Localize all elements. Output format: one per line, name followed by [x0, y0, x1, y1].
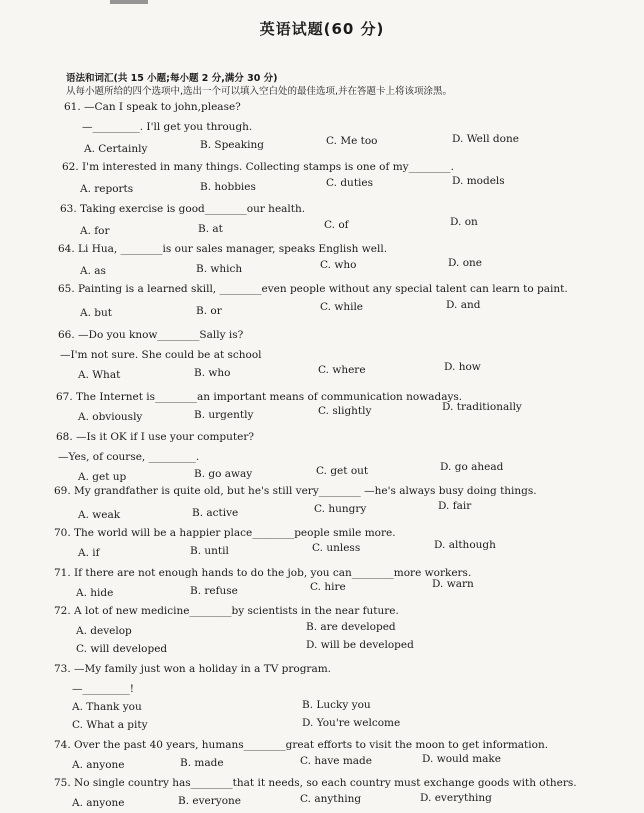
answer-option-d: D. models: [452, 175, 505, 187]
answer-option-d: D. and: [446, 299, 481, 311]
question-response-line: —_________!: [72, 683, 134, 695]
answer-option-a: A. get up: [78, 471, 127, 483]
question-stem: 62. I'm interested in many things. Collecting stamps is one of my________.: [62, 161, 454, 173]
answer-option-d: D. how: [444, 361, 481, 373]
answer-option-c: C. of: [324, 219, 349, 231]
question-stem: 71. If there are not enough hands to do the job, you can________more workers.: [54, 567, 472, 579]
answer-option-b: B. Speaking: [200, 139, 264, 151]
answer-option-a: A. What: [78, 369, 121, 381]
answer-option-a: A. Certainly: [84, 143, 148, 155]
answer-option-c: C. Me too: [326, 135, 378, 147]
answer-option-a: A. reports: [80, 183, 134, 195]
answer-option-d: D. You're welcome: [302, 717, 401, 729]
answer-option-d: D. fair: [438, 500, 472, 512]
answer-option-b: B. hobbies: [200, 181, 256, 193]
answer-option-a: A. but: [80, 307, 112, 319]
answer-option-a: A. Thank you: [72, 701, 142, 713]
answer-option-b: B. are developed: [306, 621, 396, 633]
question-stem: 73. —My family just won a holiday in a TV program.: [54, 663, 332, 675]
answer-option-b: B. or: [196, 305, 222, 317]
question-stem: 74. Over the past 40 years, humans________great efforts to visit the moon to get information.: [54, 739, 549, 751]
answer-option-c: C. duties: [326, 177, 373, 189]
answer-option-c: C. hire: [310, 581, 346, 593]
answer-option-d: D. will be developed: [306, 639, 414, 651]
answer-option-a: A. obviously: [78, 411, 143, 423]
section-heading: [66, 70, 626, 84]
answer-option-d: D. one: [448, 257, 483, 269]
answer-option-d: D. everything: [420, 792, 492, 804]
answer-option-a: A. develop: [76, 625, 132, 637]
answer-option-a: A. if: [78, 547, 100, 559]
question-response-line: —_________. I'll get you through.: [82, 121, 253, 133]
page-top-mark: [110, 0, 148, 4]
answer-option-a: A. hide: [76, 587, 114, 599]
answer-option-b: B. who: [194, 367, 231, 379]
answer-option-c: C. will developed: [76, 643, 168, 655]
answer-option-d: D. Well done: [452, 133, 519, 145]
answer-option-a: A. for: [80, 225, 110, 237]
answer-option-b: B. at: [198, 223, 223, 235]
question-stem: 61. —Can I speak to john,please?: [64, 101, 241, 113]
section-instruction: 从每小题所给的四个选项中,选出一个可以填入空白处的最佳选项,并在答题卡上将该项涂黑。: [66, 86, 453, 97]
answer-option-c: C. while: [320, 301, 364, 313]
answer-option-d: D. on: [450, 216, 478, 228]
answer-option-c: C. who: [320, 259, 357, 271]
answer-option-b: B. which: [196, 263, 243, 275]
question-stem: 70. The world will be a happier place________people smile more.: [54, 527, 396, 539]
answer-option-a: A. anyone: [72, 797, 125, 809]
question-stem: 65. Painting is a learned skill, ________even people without any special talent can learn to paint.: [58, 283, 568, 295]
answer-option-c: C. unless: [312, 542, 361, 554]
answer-option-d: D. traditionally: [442, 401, 522, 413]
answer-option-d: D. although: [434, 539, 496, 551]
answer-option-b: B. made: [180, 757, 224, 769]
question-stem: 69. My grandfather is quite old, but he's still very________ —he's always busy doing things.: [54, 485, 537, 497]
answer-option-c: C. hungry: [314, 503, 367, 515]
answer-option-b: B. active: [192, 507, 239, 519]
answer-option-a: A. as: [80, 265, 106, 277]
answer-option-b: B. urgently: [194, 409, 254, 421]
question-stem: 64. Li Hua, ________is our sales manager, speaks English well.: [58, 243, 388, 255]
answer-option-c: C. What a pity: [72, 719, 148, 731]
question-stem: 63. Taking exercise is good________our health.: [60, 203, 306, 215]
answer-option-b: B. everyone: [178, 795, 241, 807]
answer-option-c: C. slightly: [318, 405, 372, 417]
section-heading-text: 语法和词汇(共 15 小题;每小题 2 分,满分 30 分): [66, 73, 278, 84]
answer-option-c: C. where: [318, 364, 366, 376]
answer-option-d: D. would make: [422, 753, 502, 765]
page-title: 英语试题(60 分): [259, 20, 385, 38]
question-stem: 66. —Do you know________Sally is?: [58, 329, 244, 341]
answer-option-c: C. anything: [300, 793, 362, 805]
answer-option-b: B. refuse: [190, 585, 238, 597]
question-stem: 72. A lot of new medicine________by scientists in the near future.: [54, 605, 399, 617]
answer-option-b: B. Lucky you: [302, 699, 371, 711]
question-stem: 75. No single country has________that it needs, so each country must exchange goods with others.: [54, 777, 577, 789]
answer-option-b: B. go away: [194, 468, 253, 480]
answer-option-d: D. go ahead: [440, 461, 504, 473]
answer-option-a: A. anyone: [72, 759, 125, 771]
answer-option-d: D. warn: [432, 578, 474, 590]
answer-option-b: B. until: [190, 545, 229, 557]
question-response-line: —Yes, of course, _________.: [58, 451, 200, 463]
answer-option-c: C. get out: [316, 465, 369, 477]
answer-option-c: C. have made: [300, 755, 372, 767]
question-stem: 67. The Internet is________an important means of communication nowadays.: [56, 391, 463, 403]
answer-option-a: A. weak: [78, 509, 121, 521]
question-stem: 68. —Is it OK if I use your computer?: [56, 431, 254, 443]
question-response-line: —I'm not sure. She could be at school: [60, 349, 262, 361]
